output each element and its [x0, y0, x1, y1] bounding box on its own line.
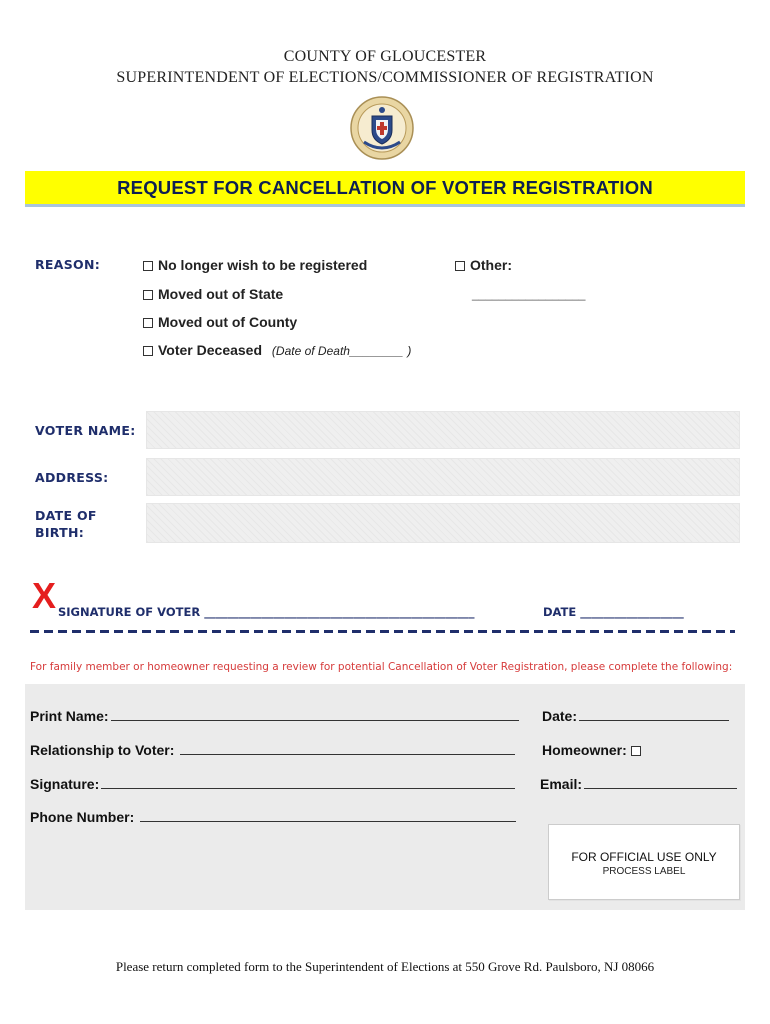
- relationship-label: Relationship to Voter:: [30, 742, 175, 758]
- checkbox-icon[interactable]: [455, 261, 465, 271]
- other-reason-blank[interactable]: _________________: [472, 287, 586, 301]
- print-name-row: [30, 708, 519, 724]
- family-member-note: For family member or homeowner requesting a review for potential Cancellation of Voter Registration, please complete the following:: [30, 661, 733, 673]
- date-of-death-label: Date of Death: [275, 344, 350, 358]
- date-line[interactable]: __________________: [580, 605, 684, 619]
- county-seal-logo: [350, 96, 414, 160]
- checkbox-icon[interactable]: [143, 261, 153, 271]
- dob-label: [35, 507, 97, 541]
- date-of-death-blank[interactable]: ________: [349, 344, 404, 358]
- reason-option-label: Voter Deceased: [158, 342, 263, 358]
- homeowner-label: Homeowner:: [542, 742, 627, 758]
- reason-option-other[interactable]: [455, 257, 512, 273]
- print-name-line[interactable]: [111, 709, 519, 721]
- phone-line[interactable]: [140, 810, 516, 822]
- signature-of-voter-label: SIGNATURE OF VOTER: [58, 605, 201, 619]
- relationship-row: [30, 742, 515, 758]
- voter-name-field[interactable]: [146, 411, 740, 449]
- sign-here-x-mark: X: [32, 575, 57, 616]
- return-instructions: Please return completed form to the Superintendent of Elections at 550 Grove Rd. Paulsboro, NJ 08066: [115, 959, 655, 974]
- checkbox-icon[interactable]: [143, 346, 153, 356]
- department-heading: SUPERINTENDENT OF ELECTIONS/COMMISSIONER OF REGISTRATION: [116, 69, 654, 86]
- voter-date-row: [543, 605, 684, 619]
- family-signature-row: [30, 776, 515, 792]
- dob-field[interactable]: [146, 503, 740, 543]
- reason-option-deceased[interactable]: [143, 342, 411, 358]
- official-use-title: FOR OFFICIAL USE ONLY: [571, 850, 717, 864]
- reason-option-moved-county[interactable]: [143, 314, 297, 330]
- dob-label-line2: BIRTH:: [35, 525, 85, 540]
- print-name-label: Print Name:: [30, 708, 109, 724]
- process-label-text: PROCESS LABEL: [602, 866, 686, 877]
- reason-option-label: Moved out of State: [158, 286, 284, 302]
- reason-label: REASON:: [35, 257, 101, 272]
- date-of-death-close: ): [407, 344, 412, 358]
- date-of-death-open: (: [271, 344, 276, 358]
- homeowner-checkbox-icon[interactable]: [631, 746, 641, 756]
- family-date-label: Date:: [542, 708, 578, 724]
- dob-label-line1: DATE OF: [35, 508, 97, 523]
- family-date-line[interactable]: [579, 709, 729, 721]
- email-line[interactable]: [584, 777, 737, 789]
- reason-other-label: Other:: [470, 257, 512, 273]
- reason-option-label: Moved out of County: [158, 314, 298, 330]
- family-date-row: [542, 708, 729, 724]
- phone-label: Phone Number:: [30, 809, 135, 825]
- family-signature-label: Signature:: [30, 776, 100, 792]
- email-row: [540, 776, 737, 792]
- reason-option-label: No longer wish to be registered: [158, 257, 368, 273]
- signature-of-voter-line[interactable]: _______________________________________________: [204, 605, 475, 619]
- email-label: Email:: [540, 776, 583, 792]
- relationship-line[interactable]: [180, 743, 515, 755]
- county-heading: COUNTY OF GLOUCESTER: [283, 48, 487, 65]
- official-use-box: [548, 824, 740, 900]
- form-title-bar: [25, 171, 745, 207]
- form-title: REQUEST FOR CANCELLATION OF VOTER REGISTRATION: [117, 177, 653, 198]
- address-field[interactable]: [146, 458, 740, 496]
- voter-name-label: VOTER NAME:: [35, 423, 136, 438]
- checkbox-icon[interactable]: [143, 290, 153, 300]
- checkbox-icon[interactable]: [143, 318, 153, 328]
- voter-signature-row: [58, 605, 474, 619]
- date-label: DATE: [543, 605, 577, 619]
- reason-option-moved-state[interactable]: [143, 286, 283, 302]
- address-label: ADDRESS:: [35, 470, 109, 485]
- reason-option-no-longer[interactable]: [143, 257, 367, 273]
- homeowner-row: [542, 742, 646, 758]
- family-signature-line[interactable]: [101, 777, 515, 789]
- dashed-divider: [30, 630, 735, 633]
- phone-row: [30, 809, 516, 825]
